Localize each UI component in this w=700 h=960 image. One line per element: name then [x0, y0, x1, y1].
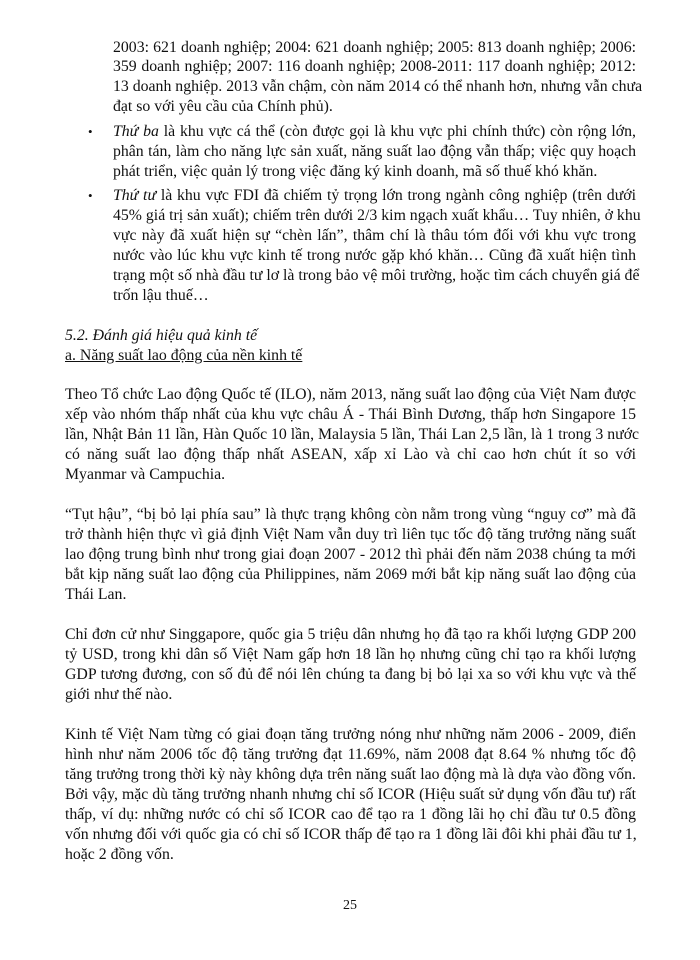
bullet-item-line: vực này đã xuất hiện sự “chèn lấn”, thâm chí là thâu tóm đối với khu vực trong	[113, 227, 636, 244]
paragraph-line: hoặc 2 đồng vốn.	[65, 846, 174, 863]
bullet-item-line	[113, 122, 636, 141]
bullet-item-line: phát triển, việc quản lý trong việc đăng ký kinh doanh, mã số thuế khó khăn.	[113, 163, 598, 180]
paragraph-line: hình như năm 2006 tốc độ tăng trưởng đạt 11.69%, năm 2008 đạt 8.64 % nhưng tốc độ	[65, 746, 636, 763]
list-continuation-line: 2003: 621 doanh nghiệp; 2004: 621 doanh nghiệp; 2005: 813 doanh nghiệp; 2006:	[113, 39, 636, 56]
paragraph-line: Kinh tế Việt Nam từng có giai đoạn tăng trưởng nóng như những năm 2006 - 2009, điển	[65, 726, 636, 743]
subsection-heading: a. Năng suất lao động của nền kinh tế	[65, 347, 303, 364]
bullet-text: là khu vực cá thể (còn được gọi là khu vực phi chính thức) còn rộng lớn,	[158, 123, 637, 140]
paragraph-line: bắt kịp năng suất lao động của Philippines, năm 2069 mới bắt kịp năng suất lao động của	[65, 566, 636, 583]
bullet-lead: Thứ ba	[113, 123, 159, 140]
list-continuation-line: đạt so với yêu cầu của Chính phủ).	[113, 98, 333, 115]
paragraph-line: xếp vào nhóm thấp nhất của khu vực châu Á - Thái Bình Dương, thấp hơn Singapore 15	[65, 406, 636, 423]
bullet-icon: •	[88, 188, 93, 203]
paragraph-line: Myanmar và Campuchia.	[65, 466, 226, 483]
paragraph-line: lần, Nhật Bản 11 lần, Hàn Quốc 10 lần, Malaysia 5 lần, Thái Lan 2,5 lần, là 1 trong 3 nước	[65, 426, 640, 443]
paragraph-line: có năng suất lao động thấp nhất ASEAN, xấp xỉ Lào và chỉ cao hơn chút ít so với	[65, 446, 636, 463]
paragraph-line: tỷ USD, trong khi dân số Việt Nam gấp hơn 18 lần họ nhưng cũng chỉ tạo ra khối lượng	[65, 646, 636, 663]
bullet-icon: •	[88, 124, 93, 139]
paragraph-line: Thái Lan.	[65, 586, 127, 603]
bullet-item-line: 45% giá trị sản xuất); chiếm trên dưới 2/3 kim ngạch xuất khẩu… Tuy nhiên, ở khu	[113, 207, 641, 224]
bullet-text: là khu vực FDI đã chiếm tỷ trọng lớn trong ngành công nghiệp (trên dưới	[156, 187, 636, 204]
bullet-item-line: phân tán, làm cho năng lực sản xuất, năng suất lao động vẫn thấp; việc quy hoạch	[113, 143, 636, 160]
bullet-lead: Thứ tư	[113, 187, 157, 204]
paragraph-line: vốn nhưng đối với quốc gia có chỉ số ICOR thấp để tạo ra 1 đồng lãi đôi khi phải đầu tư 1,	[65, 826, 637, 843]
list-continuation-line: 13 doanh nghiệp. 2013 vẫn chậm, còn năm 2014 có thể nhanh hơn, nhưng vẫn chưa	[113, 78, 643, 95]
list-continuation-line: 359 doanh nghiệp; 2007: 116 doanh nghiệp; 2008-2011: 117 doanh nghiệp; 2012:	[113, 58, 636, 75]
bullet-item-line: nước vào lúc khu vực kinh tế trong nước gặp khó khăn… Cũng đã xuất hiện tình	[113, 247, 636, 264]
page-number: 25	[343, 898, 357, 913]
paragraph-line: tăng trưởng trong thời kỳ này không dựa trên năng suất lao động mà là dựa vào đồng vốn.	[65, 766, 636, 783]
paragraph-line: giới như thế nào.	[65, 686, 173, 703]
paragraph-line: Bởi vậy, mặc dù tăng trưởng nhanh nhưng chỉ số ICOR (Hiệu suất sử dụng vốn đầu tư) rất	[65, 786, 636, 803]
paragraph-line: thấp, ví dụ: những nước có chỉ số ICOR cao để tạo ra 1 đồng lãi họ chỉ đầu tư 0.5 đồng	[65, 806, 636, 823]
paragraph-line: trở thành hiện thực vì giả định Việt Nam vẫn duy trì liên tục tốc độ tăng trưởng năng suất	[65, 526, 636, 543]
bullet-item-line	[113, 186, 636, 205]
bullet-item-line: trốn lậu thuế…	[113, 287, 209, 304]
section-heading: 5.2. Đánh giá hiệu quả kinh tế	[65, 327, 258, 344]
bullet-item-line: trạng một số nhà đầu tư lơ là trong bảo vệ môi trường, hoặc tìm cách chuyển giá để	[113, 267, 640, 284]
paragraph-line: Chỉ đơn cử như Singgapore, quốc gia 5 triệu dân nhưng họ đã tạo ra khối lượng GDP 200	[65, 626, 636, 643]
paragraph-line: Theo Tổ chức Lao động Quốc tế (ILO), năm 2013, năng suất lao động của Việt Nam được	[65, 386, 636, 403]
paragraph-line: GDP tương đương, con số đủ để nói lên chúng ta đang bị bỏ lại xa so với khu vực và thế	[65, 666, 636, 683]
paragraph-line: lao động trung bình như trong giai đoạn 2007 - 2012 thì phải đến năm 2038 chúng ta mới	[65, 546, 636, 563]
paragraph-line: “Tụt hậu”, “bị bỏ lại phía sau” là thực trạng không còn nằm trong vùng “nguy cơ” mà đã	[65, 506, 636, 523]
